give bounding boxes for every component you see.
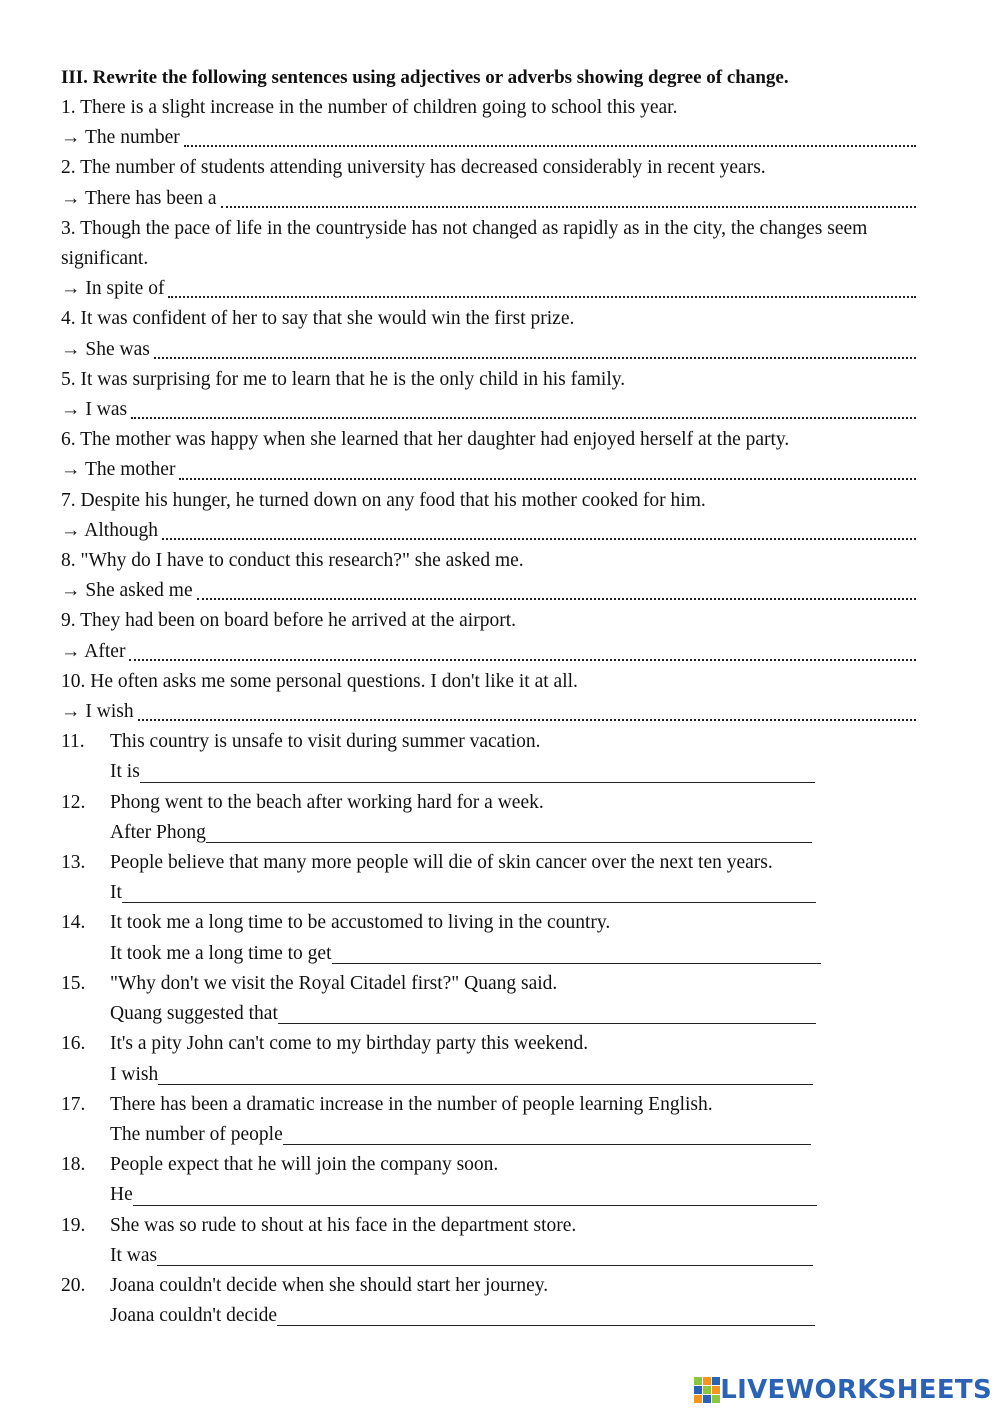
section-heading: III. Rewrite the following sentences using adjectives or adverbs showing degree of change. — [61, 67, 789, 88]
question-16 — [61, 1029, 931, 1059]
question-18 — [61, 1150, 931, 1180]
answer-prompt: Joana couldn't decide — [110, 1305, 278, 1327]
answer-input-20[interactable] — [277, 1305, 815, 1326]
answer-input-8[interactable] — [197, 578, 916, 600]
question-text: Phong went to the beach after working hard for a week. — [110, 791, 544, 813]
question-text: "Why don't we visit the Royal Citadel first?" Quang said. — [110, 972, 558, 994]
answer-row-4 — [61, 335, 916, 365]
question-4: 4. It was confident of her to say that she would win the first prize. — [61, 308, 575, 330]
answer-input-7[interactable] — [162, 518, 916, 540]
worksheet — [61, 63, 931, 1331]
answer-row-12 — [110, 818, 931, 848]
question-text: This country is unsafe to visit during summer vacation. — [110, 731, 541, 753]
answer-row-14 — [110, 939, 931, 969]
answer-row-7 — [61, 516, 916, 546]
answer-row-1 — [61, 123, 916, 153]
answer-row-18 — [110, 1180, 931, 1210]
question-9: 9. They had been on board before he arrived at the airport. — [61, 610, 516, 632]
answer-prompt: → In spite of — [61, 278, 165, 300]
answer-prompt: → I was — [61, 399, 128, 421]
answer-prompt: → The mother — [61, 459, 176, 481]
answer-row-3 — [61, 274, 916, 304]
answer-prompt: → There has been a — [61, 187, 217, 209]
question-5: 5. It was surprising for me to learn that he is the only child in his family. — [61, 368, 626, 390]
question-1: 1. There is a slight increase in the number of children going to school this year. — [61, 97, 678, 118]
answer-row-2 — [61, 184, 916, 214]
answer-input-18[interactable] — [133, 1185, 817, 1206]
answer-row-8 — [61, 576, 916, 606]
answer-prompt: It was — [110, 1244, 158, 1266]
question-number: 13. — [61, 852, 86, 874]
question-text: It's a pity John can't come to my birthday party this weekend. — [110, 1033, 589, 1055]
answer-prompt: → After — [61, 640, 126, 662]
answer-input-2[interactable] — [221, 186, 916, 208]
answer-prompt: Quang suggested that — [110, 1003, 278, 1025]
answer-row-19 — [110, 1241, 931, 1271]
question-15 — [61, 969, 931, 999]
answer-input-14[interactable] — [332, 943, 822, 964]
answer-input-6[interactable] — [179, 458, 916, 480]
question-text: People believe that many more people will die of skin cancer over the next ten years. — [110, 852, 773, 874]
question-text: There has been a dramatic increase in the number of people learning English. — [110, 1093, 713, 1115]
answer-input-16[interactable] — [158, 1064, 813, 1085]
answer-input-12[interactable] — [206, 822, 812, 843]
answer-input-1[interactable] — [184, 125, 916, 147]
question-17 — [61, 1090, 931, 1120]
part-two-list — [61, 727, 931, 1331]
liveworksheets-logo-icon — [694, 1377, 720, 1403]
answer-row-20 — [110, 1301, 931, 1331]
question-number: 14. — [61, 912, 86, 934]
question-text: People expect that he will join the company soon. — [110, 1154, 499, 1176]
answer-row-13 — [110, 878, 931, 908]
answer-prompt: → She was — [61, 338, 150, 360]
question-10: 10. He often asks me some personal questions. I don't like it at all. — [61, 670, 578, 692]
answer-prompt: The number of people — [110, 1123, 283, 1145]
answer-row-17 — [110, 1120, 931, 1150]
question-7: 7. Despite his hunger, he turned down on any food that his mother cooked for him. — [61, 489, 706, 511]
question-11 — [61, 727, 931, 757]
answer-input-13[interactable] — [122, 882, 816, 903]
answer-prompt: It took me a long time to get — [110, 942, 332, 964]
question-19 — [61, 1211, 931, 1241]
question-number: 17. — [61, 1093, 86, 1115]
answer-row-5 — [61, 395, 916, 425]
question-number: 16. — [61, 1033, 86, 1055]
question-2: 2. The number of students attending university has decreased considerably in recent years. — [61, 157, 766, 179]
answer-prompt: → I wish — [61, 701, 134, 723]
answer-row-9 — [61, 637, 916, 667]
answer-prompt: He — [110, 1184, 133, 1206]
question-14 — [61, 908, 931, 938]
answer-row-16 — [110, 1060, 931, 1090]
answer-row-10 — [61, 697, 916, 727]
question-number: 18. — [61, 1154, 86, 1176]
liveworksheets-logo — [694, 1375, 992, 1405]
answer-prompt: It is — [110, 761, 140, 783]
answer-input-15[interactable] — [278, 1003, 816, 1024]
answer-input-5[interactable] — [131, 397, 916, 419]
question-text: She was so rude to shout at his face in the department store. — [110, 1214, 577, 1236]
question-number: 11. — [61, 731, 85, 753]
answer-prompt: → She asked me — [61, 580, 193, 602]
answer-input-19[interactable] — [157, 1245, 813, 1266]
question-12 — [61, 788, 931, 818]
answer-row-15 — [110, 999, 931, 1029]
logo-text: LIVEWORKSHEETS — [720, 1375, 992, 1405]
answer-prompt: I wish — [110, 1063, 159, 1085]
answer-input-17[interactable] — [283, 1124, 811, 1145]
question-number: 20. — [61, 1274, 86, 1296]
answer-prompt: → Although — [61, 519, 158, 541]
question-number: 15. — [61, 972, 86, 994]
answer-input-9[interactable] — [129, 639, 916, 661]
answer-row-11 — [110, 757, 931, 787]
question-text: It took me a long time to be accustomed to living in the country. — [110, 912, 611, 934]
answer-prompt: After Phong — [110, 821, 206, 843]
question-number: 19. — [61, 1214, 86, 1236]
answer-input-4[interactable] — [154, 337, 916, 359]
question-6: 6. The mother was happy when she learned that her daughter had enjoyed herself at the party. — [61, 429, 790, 451]
question-number: 12. — [61, 791, 86, 813]
question-3: 3. Though the pace of life in the countryside has not changed as rapidly as in the city, the changes seem significant. — [61, 217, 868, 270]
question-8: 8. "Why do I have to conduct this research?" she asked me. — [61, 550, 524, 572]
part-one-list — [61, 93, 931, 727]
question-text: Joana couldn't decide when she should start her journey. — [110, 1274, 549, 1296]
answer-input-10[interactable] — [138, 699, 916, 721]
answer-prompt: It — [110, 882, 122, 904]
answer-prompt: → The number — [61, 127, 180, 149]
question-13 — [61, 848, 931, 878]
question-20 — [61, 1271, 931, 1301]
answer-input-3[interactable] — [168, 276, 916, 298]
answer-input-11[interactable] — [140, 762, 815, 783]
answer-row-6 — [61, 455, 916, 485]
